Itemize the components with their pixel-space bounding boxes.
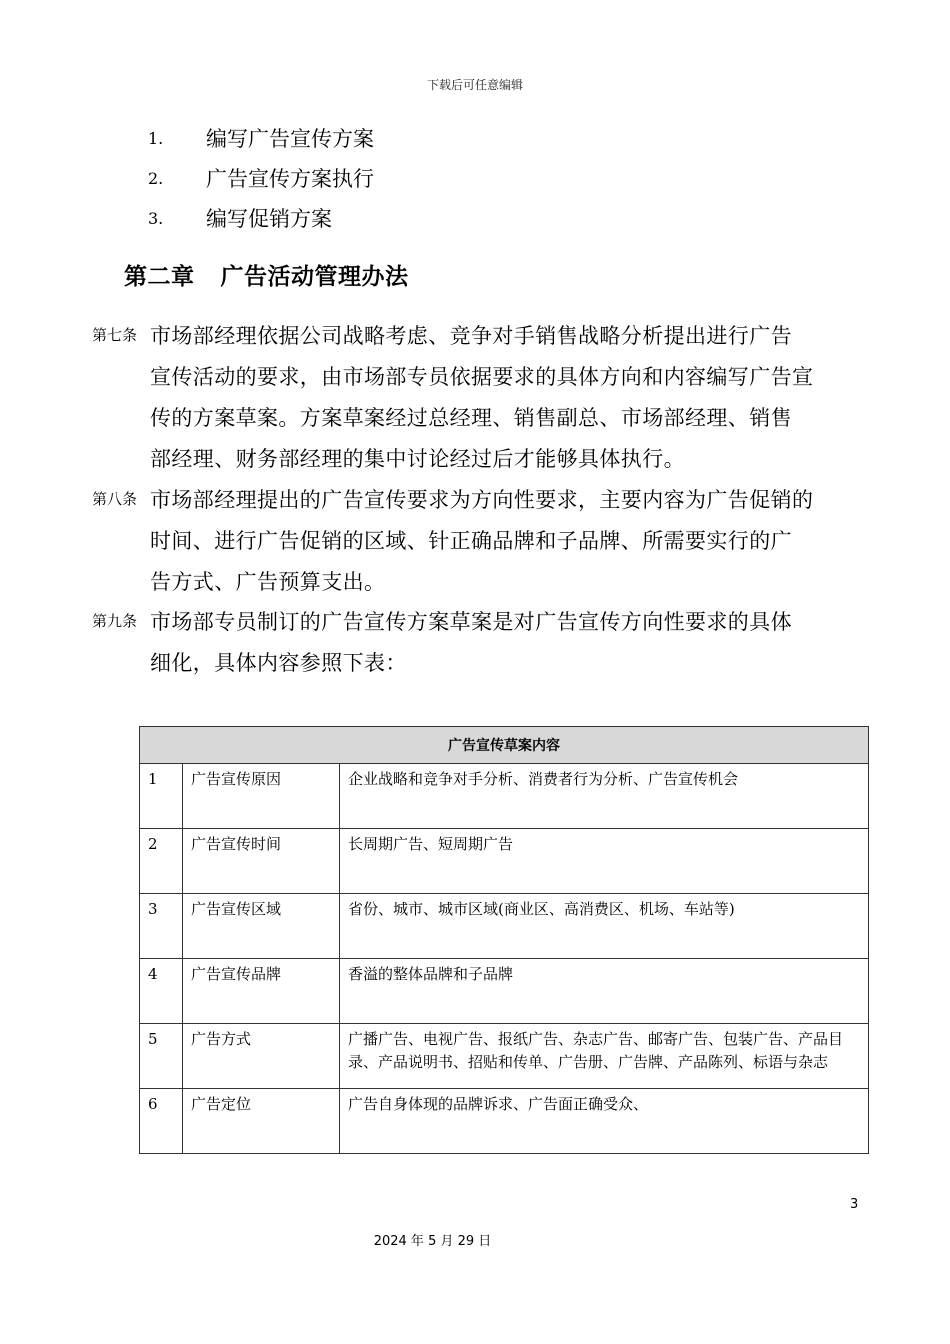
list-item <box>148 158 374 198</box>
page-header: 下载后可任意编辑 <box>426 78 523 92</box>
article-body <box>150 480 862 603</box>
ad-draft-table <box>139 726 869 1154</box>
row-content: 企业战略和竞争对手分析、消费者行为分析、广告宣传机会 <box>340 764 869 829</box>
article-line: 细化，具体内容参照下表： <box>150 651 407 675</box>
page-number: 3 <box>850 1197 859 1212</box>
list-item <box>148 118 374 158</box>
article-label: 第九条 <box>92 612 138 630</box>
list-number: 3. <box>148 208 164 228</box>
article-7 <box>92 316 862 480</box>
table-row <box>140 894 869 959</box>
table-row <box>140 764 869 829</box>
article-9 <box>92 602 862 684</box>
row-content: 省份、城市、城市区域(商业区、高消费区、机场、车站等) <box>340 894 869 959</box>
table-row <box>140 1089 869 1154</box>
list-text: 编写广告宣传方案 <box>206 127 374 151</box>
chapter-title: 广告活动管理办法 <box>220 264 409 290</box>
list-number: 2. <box>148 168 164 188</box>
row-content: 长周期广告、短周期广告 <box>340 829 869 894</box>
article-body <box>150 602 862 684</box>
list-text: 广告宣传方案执行 <box>206 167 374 191</box>
row-item: 广告宣传品牌 <box>183 959 340 1024</box>
article-line: 告方式、广告预算支出。 <box>150 570 386 594</box>
article-body <box>150 316 862 480</box>
row-content: 广告自身体现的品牌诉求、广告面正确受众、 <box>340 1089 869 1154</box>
row-item: 广告宣传时间 <box>183 829 340 894</box>
article-line: 部经理、财务部经理的集中讨论经过后才能够具体执行。 <box>150 447 685 471</box>
table-row <box>140 1024 869 1089</box>
list-number: 1. <box>148 128 164 148</box>
article-line: 市场部经理依据公司战略考虑、竞争对手销售战略分析提出进行广告 <box>150 324 792 348</box>
row-number: 1 <box>140 764 183 829</box>
chapter-heading <box>124 258 409 291</box>
article-line: 宣传活动的要求，由市场部专员依据要求的具体方向和内容编写广告宣 <box>150 365 814 389</box>
table-row <box>140 829 869 894</box>
row-number: 6 <box>140 1089 183 1154</box>
list-item <box>148 198 374 238</box>
row-item: 广告宣传区域 <box>183 894 340 959</box>
row-content: 广播广告、电视广告、报纸广告、杂志广告、邮寄广告、包装广告、产品目录、产品说明书、招贴和传单、广告册、广告牌、产品陈列、标语与杂志 <box>340 1024 869 1089</box>
article-label: 第八条 <box>92 490 138 508</box>
article-line: 传的方案草案。方案草案经过总经理、销售副总、市场部经理、销售 <box>150 406 792 430</box>
article-line: 市场部专员制订的广告宣传方案草案是对广告宣传方向性要求的具体 <box>150 610 792 634</box>
row-content: 香溢的整体品牌和子品牌 <box>340 959 869 1024</box>
article-line: 时间、进行广告促销的区域、针正确品牌和子品牌、所需要实行的广 <box>150 529 792 553</box>
row-item: 广告定位 <box>183 1089 340 1154</box>
numbered-list <box>148 118 374 238</box>
article-8 <box>92 480 862 603</box>
row-number: 5 <box>140 1024 183 1089</box>
row-number: 2 <box>140 829 183 894</box>
table-title: 广告宣传草案内容 <box>140 727 869 764</box>
footer-date: 2024 年 5 月 29 日 <box>373 1234 492 1249</box>
article-line: 市场部经理提出的广告宣传要求为方向性要求，主要内容为广告促销的 <box>150 488 814 512</box>
row-item: 广告方式 <box>183 1024 340 1089</box>
article-label: 第七条 <box>92 326 138 344</box>
list-text: 编写促销方案 <box>206 207 332 231</box>
row-number: 4 <box>140 959 183 1024</box>
row-item: 广告宣传原因 <box>183 764 340 829</box>
chapter-number: 第二章 <box>124 264 195 290</box>
table-row <box>140 959 869 1024</box>
row-number: 3 <box>140 894 183 959</box>
